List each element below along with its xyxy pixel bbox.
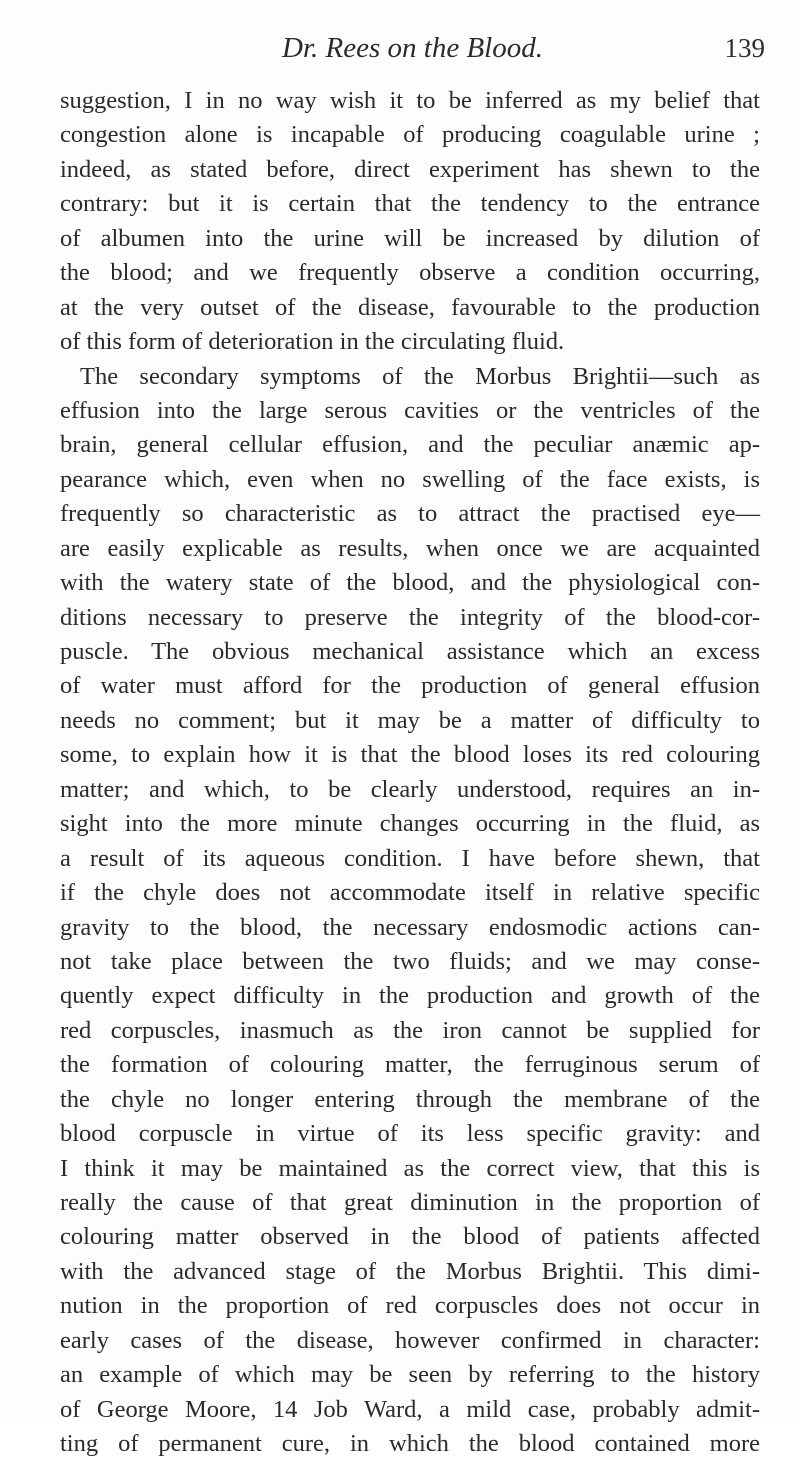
text-line: gravity to the blood, the necessary endosmodic actions can- [60,913,760,941]
text-line: the chyle no longer entering through the membrane of the [60,1085,760,1113]
text-line: sight into the more minute changes occurring in the fluid, as [60,810,760,838]
text-line: ditions necessary to preserve the integrity of the blood-cor- [60,603,760,631]
text-line: the blood; and we frequently observe a condition occurring, [60,259,760,287]
text-line: with the watery state of the blood, and the physiological con- [60,569,760,597]
text-line: contrary: but it is certain that the tendency to the entrance [60,190,760,218]
text-line: colouring matter observed in the blood of patients affected [60,1223,760,1251]
text-line: at the very outset of the disease, favourable to the production [60,293,760,321]
text-line: are easily explicable as results, when once we are acquainted [60,534,760,562]
text-line: of this form of deterioration in the circulating fluid. [60,328,565,356]
text-line: brain, general cellular effusion, and the peculiar anæmic ap- [60,431,760,459]
text-line: pearance which, even when no swelling of the face exists, is [60,465,760,493]
text-line: matter; and which, to be clearly understood, requires an in- [60,775,760,803]
text-line: with the advanced stage of the Morbus Brightii. This dimi- [60,1257,760,1285]
text-line: not take place between the two fluids; and we may conse- [60,947,760,975]
text-line: I think it may be maintained as the correct view, that this is [60,1154,760,1182]
text-line: an example of which may be seen by referring to the history [60,1361,760,1389]
text-line: indeed, as stated before, direct experiment has shewn to the [60,155,760,183]
running-head [60,28,765,68]
text-line: blood corpuscle in virtue of its less specific gravity: and [60,1120,760,1148]
text-line: puscle. The obvious mechanical assistance which an excess [60,638,760,665]
text-line: of water must afford for the production of general effusion [60,672,760,700]
text-line: really the cause of that great diminution in the proportion of [60,1189,760,1216]
text-line: nution in the proportion of red corpuscles does not occur in [60,1292,760,1320]
text-line: suggestion, I in no way wish it to be inferred as my belief that [60,87,760,114]
text-line: quently expect difficulty in the production and growth of the [60,982,760,1010]
text-line: of albumen into the urine will be increased by dilution of [60,224,760,252]
text-line: needs no comment; but it may be a matter of difficulty to [60,706,760,734]
text-line: if the chyle does not accommodate itself in relative specific [60,879,760,907]
text-line: some, to explain how it is that the blood loses its red colouring [60,741,760,769]
text-line: effusion into the large serous cavities or the ventricles of the [60,396,760,424]
text-line: a result of its aqueous condition. I have before shewn, that [60,844,760,872]
text-line: frequently so characteristic as to attract the practised eye— [60,500,760,528]
text-line: congestion alone is incapable of producing coagulable urine ; [60,121,760,149]
text-line: The secondary symptoms of the Morbus Brightii—such as [80,362,760,390]
running-title: Dr. Rees on the Blood. [282,32,543,64]
page-number: 139 [724,33,765,63]
text-line: ting of permanent cure, in which the blood contained more [60,1430,760,1458]
text-line: early cases of the disease, however confirmed in character: [60,1326,760,1354]
text-line: the formation of colouring matter, the ferruginous serum of [60,1051,760,1079]
text-line: red corpuscles, inasmuch as the iron cannot be supplied for [60,1016,760,1044]
body-text [60,84,760,1462]
text-line: of George Moore, 14 Job Ward, a mild case, probably admit- [60,1395,760,1423]
